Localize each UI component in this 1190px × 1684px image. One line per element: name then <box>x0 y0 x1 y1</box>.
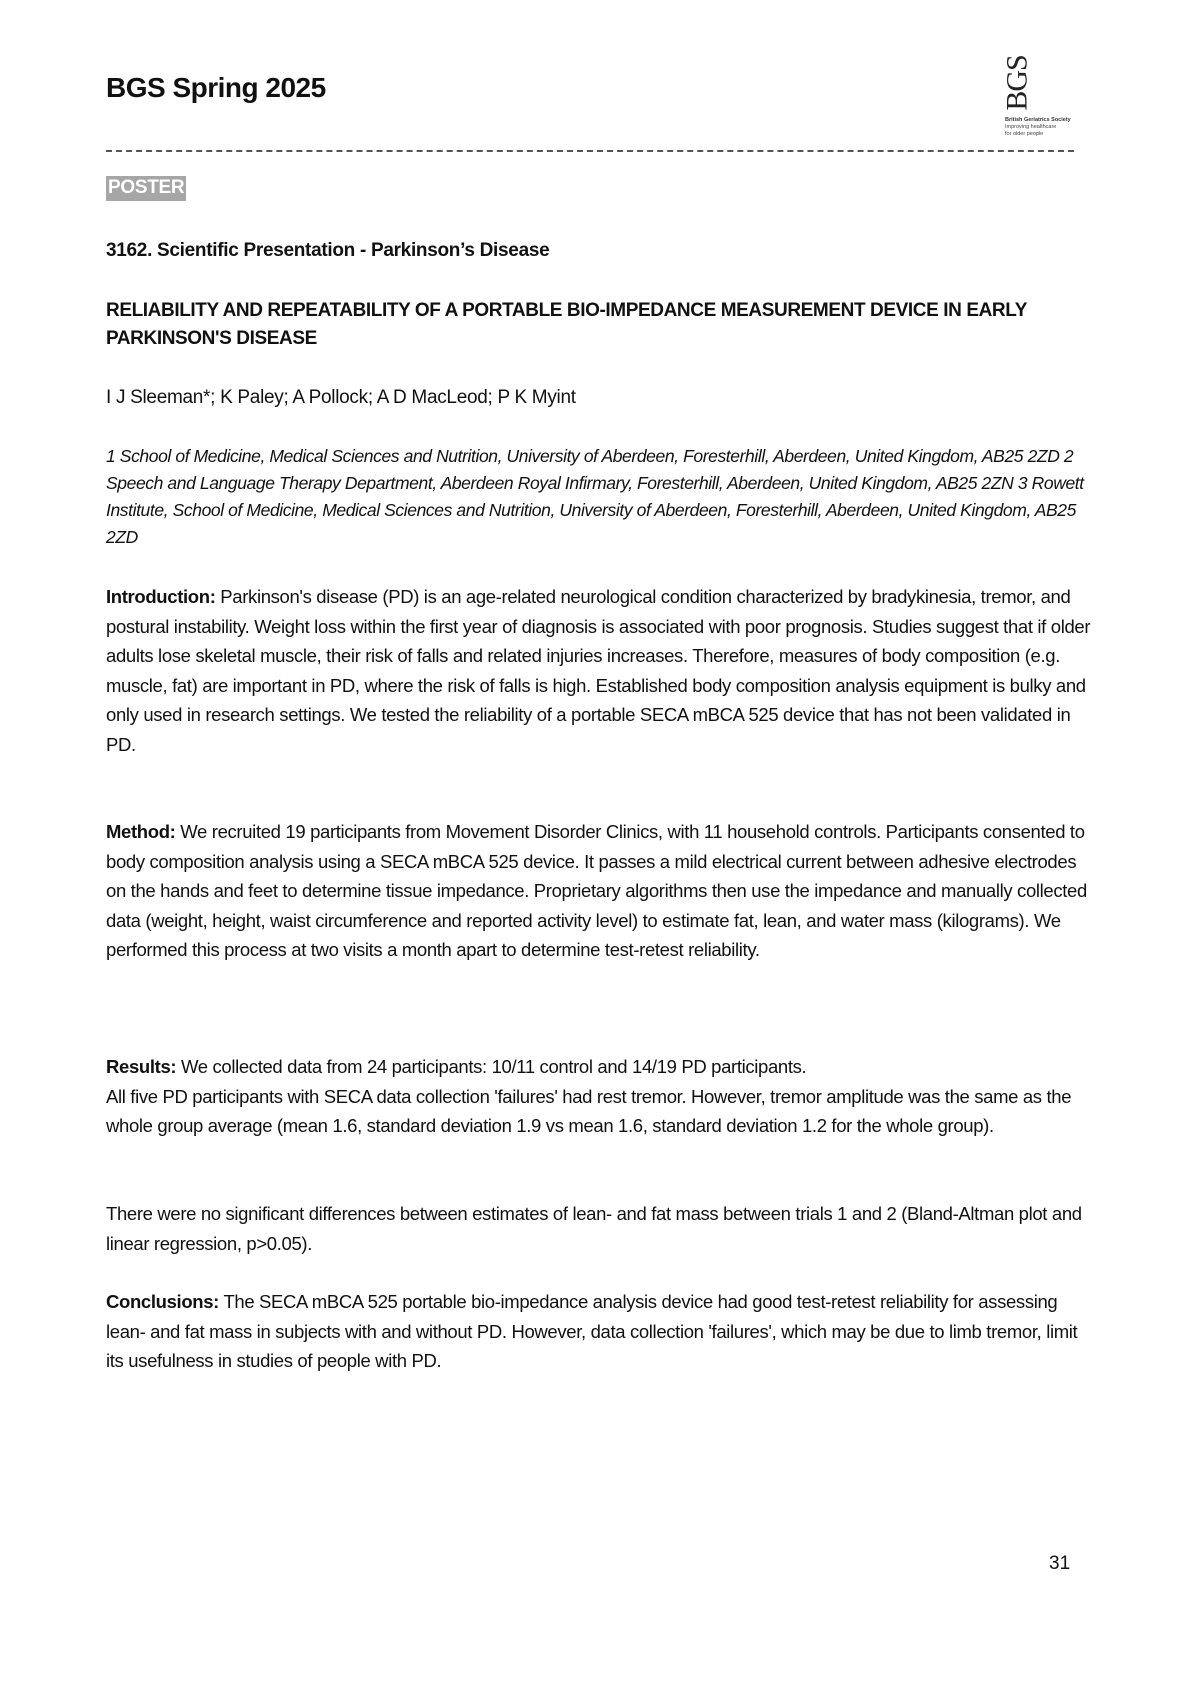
abstract-title: RELIABILITY AND REPEATABILITY OF A PORTABLE BIO-IMPEDANCE MEASUREMENT DEVICE IN EARLY PARKINSON'S DISEASE <box>106 300 1027 349</box>
introduction-text: Parkinson's disease (PD) is an age-related neurological condition characterized by bradykinesia, tremor, and postural instability. Weight loss within the first year of diagnosis is associated with poor prognosis. Studies suggest that if older adults lose skeletal muscle, their risk of falls and related injuries increases. Therefore, measures of body composition (e.g. muscle, fat) are important in PD, where the risk of falls is high. Established body composition analysis equipment is bulky and only used in research settings. We tested the reliability of a portable SECA mBCA 525 device that has not been validated in PD. <box>106 586 1091 755</box>
results-label: Results: <box>106 1056 177 1077</box>
method-label: Method: <box>106 821 176 842</box>
bgs-logo-text <box>1005 117 1071 138</box>
bgs-logo <box>1001 52 1085 144</box>
conclusions-text: The SECA mBCA 525 portable bio-impedance analysis device had good test-retest reliability for assessing lean- and fat mass in subjects with and without PD. However, data collection 'failures', which may be due to limb tremor, limit its usefulness in studies of people with PD. <box>106 1291 1078 1371</box>
results-section <box>106 1052 1096 1141</box>
affiliations: 1 School of Medicine, Medical Sciences and Nutrition, University of Aberdeen, Foresterhill, Aberdeen, United Kingdom, AB25 2ZD 2 Speech and Language Therapy Department, Aberdeen Royal Infirmary, Foresterhill, Aberdeen, United Kingdom, AB25 2ZN 3 Rowett Institute, School of Medicine, Medical Sciences and Nutrition, University of Aberdeen, Foresterhill, Aberdeen, United Kingdom, AB25 2ZD <box>106 446 1084 547</box>
bgs-logo-icon: BGS <box>1001 55 1035 111</box>
conclusions-label: Conclusions: <box>106 1291 219 1312</box>
poster-badge: POSTER <box>106 176 186 201</box>
page-number: 31 <box>1049 1553 1071 1574</box>
introduction-label: Introduction: <box>106 586 216 607</box>
method-text: We recruited 19 participants from Movement Disorder Clinics, with 11 household controls. Participants consented to body composition analysis using a SECA mBCA 525 device. It passes a mild electrical current between adhesive electrodes on the hands and feet to determine tissue impedance. Proprietary algorithms then use the impedance and manually collected data (weight, height, waist circumference and reported activity level) to estimate fat, lean, and water mass (kilograms). We performed this process at two visits a month apart to determine test-retest reliability. <box>106 821 1087 960</box>
logo-tagline-2: for older people <box>1005 131 1044 137</box>
method-section <box>106 817 1096 965</box>
logo-tagline-1: Improving healthcare <box>1005 124 1057 130</box>
conclusions-section <box>106 1287 1096 1376</box>
introduction-section <box>106 582 1096 759</box>
results-text: All five PD participants with SECA data collection 'failures' had rest tremor. However, tremor amplitude was the same as the whole group average (mean 1.6, standard deviation 1.9 vs mean 1.6, standard deviation 1.2 for the whole group). <box>106 1085 1072 1136</box>
header-separator <box>106 150 1074 152</box>
results-paragraph-2: There were no significant differences between estimates of lean- and fat mass between trials 1 and 2 (Bland-Altman plot and linear regression, p>0.05). <box>106 1203 1082 1254</box>
logo-org-name: British Geriatrics Society <box>1005 117 1071 123</box>
author-list: I J Sleeman*; K Paley; A Pollock; A D MacLeod; P K Myint <box>106 387 576 408</box>
results-text-line1: We collected data from 24 participants: 10/11 control and 14/19 PD participants. <box>176 1056 807 1077</box>
session-heading: 3162. Scientific Presentation - Parkinson’s Disease <box>106 240 550 261</box>
document-header-title: BGS Spring 2025 <box>106 72 326 103</box>
